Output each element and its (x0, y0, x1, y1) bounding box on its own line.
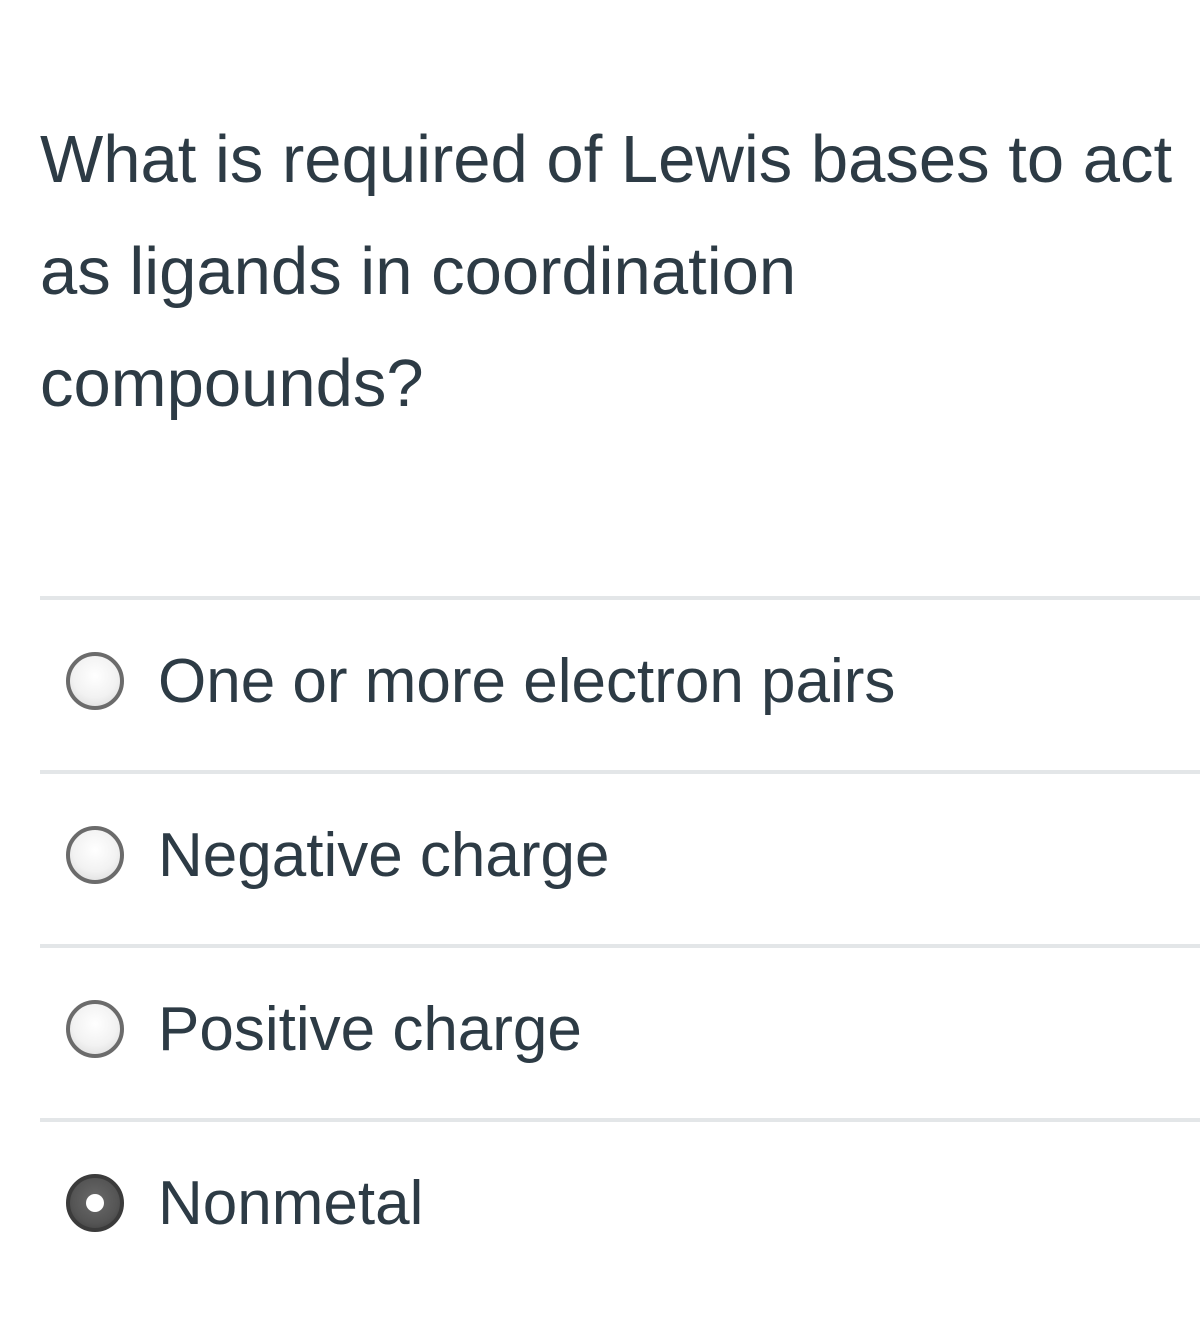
radio-button[interactable] (66, 1000, 124, 1058)
radio-button[interactable] (66, 652, 124, 710)
answer-option-electron-pairs[interactable] (40, 596, 1200, 770)
question-text: What is required of Lewis bases to act as ligands in coordination compounds? (40, 122, 1173, 421)
answer-option-positive-charge[interactable] (40, 944, 1200, 1118)
answer-label: Nonmetal (158, 1169, 424, 1238)
answer-label: Positive charge (158, 995, 582, 1064)
radio-button-selected[interactable] (66, 1174, 124, 1232)
radio-button[interactable] (66, 826, 124, 884)
answer-option-nonmetal[interactable] (40, 1118, 1200, 1292)
answer-label: Negative charge (158, 821, 610, 890)
answer-label: One or more electron pairs (158, 647, 896, 716)
answer-option-negative-charge[interactable] (40, 770, 1200, 944)
answer-list (40, 596, 1200, 1292)
